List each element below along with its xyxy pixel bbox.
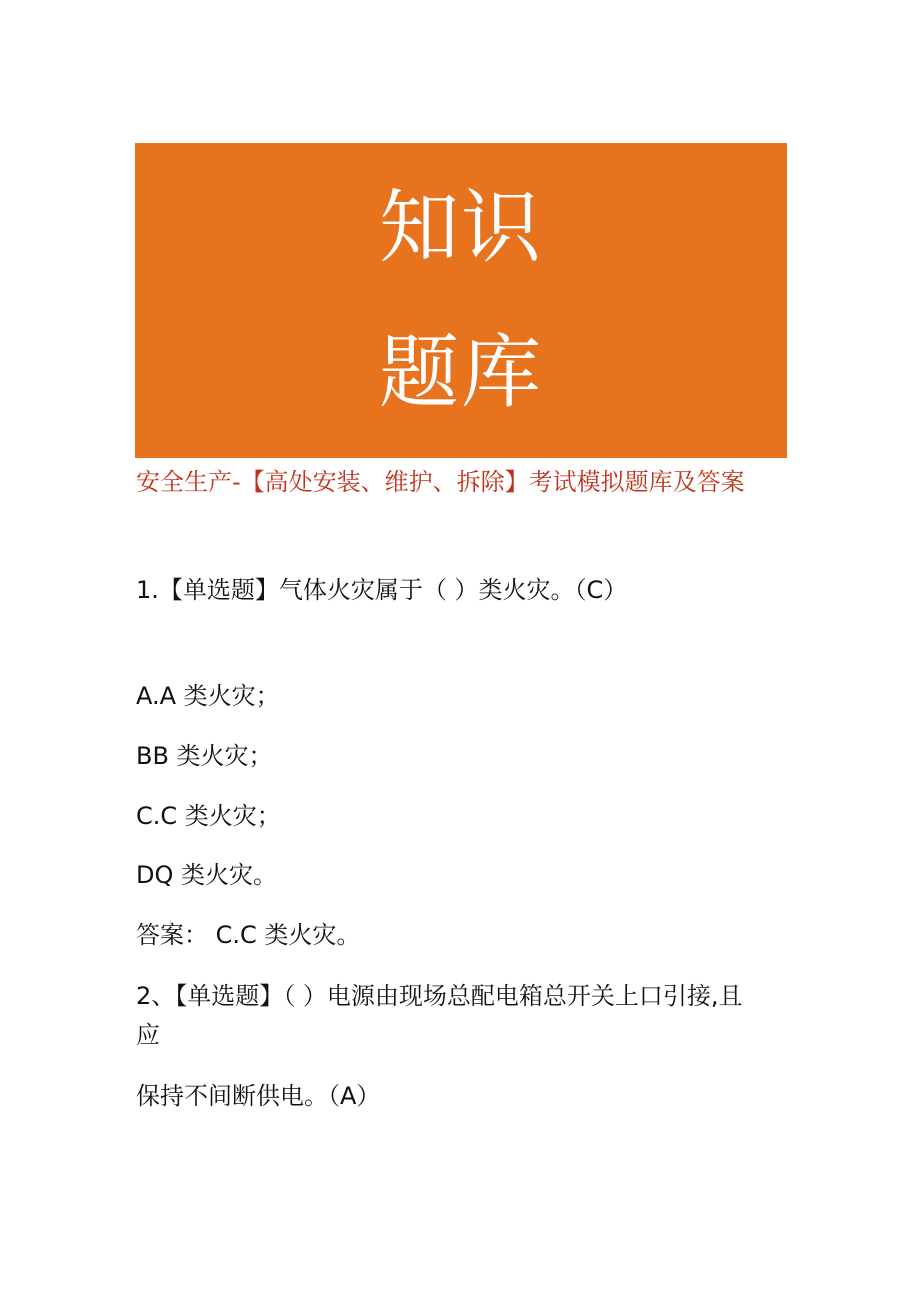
document-subtitle: 安全生产-【高处安装、维护、拆除】考试模拟题库及答案 <box>136 468 745 496</box>
question-2-stem-line2: 应 <box>136 1021 160 1049</box>
question-1-stem: 1.【单选题】气体火灾属于（ ）类火灾。（C） <box>136 576 628 604</box>
question-1-option-a: A.A 类火灾； <box>136 682 280 710</box>
cover-title-line1: 知识 <box>379 181 543 274</box>
question-2-stem-line3: 保持不间断供电。（A） <box>136 1082 381 1110</box>
cover-banner <box>135 143 787 458</box>
question-1-option-c: C.C 类火灾； <box>136 802 281 830</box>
cover-title-line2: 题库 <box>379 326 543 419</box>
question-1-option-b: BB 类火灾； <box>136 742 273 770</box>
question-2-stem-line1: 2、【单选题】（ ）电源由现场总配电箱总开关上口引接,且 <box>136 982 743 1010</box>
question-1-option-d: DQ 类火灾。 <box>136 861 277 889</box>
question-1-answer: 答案： C.C 类火灾。 <box>136 921 361 949</box>
